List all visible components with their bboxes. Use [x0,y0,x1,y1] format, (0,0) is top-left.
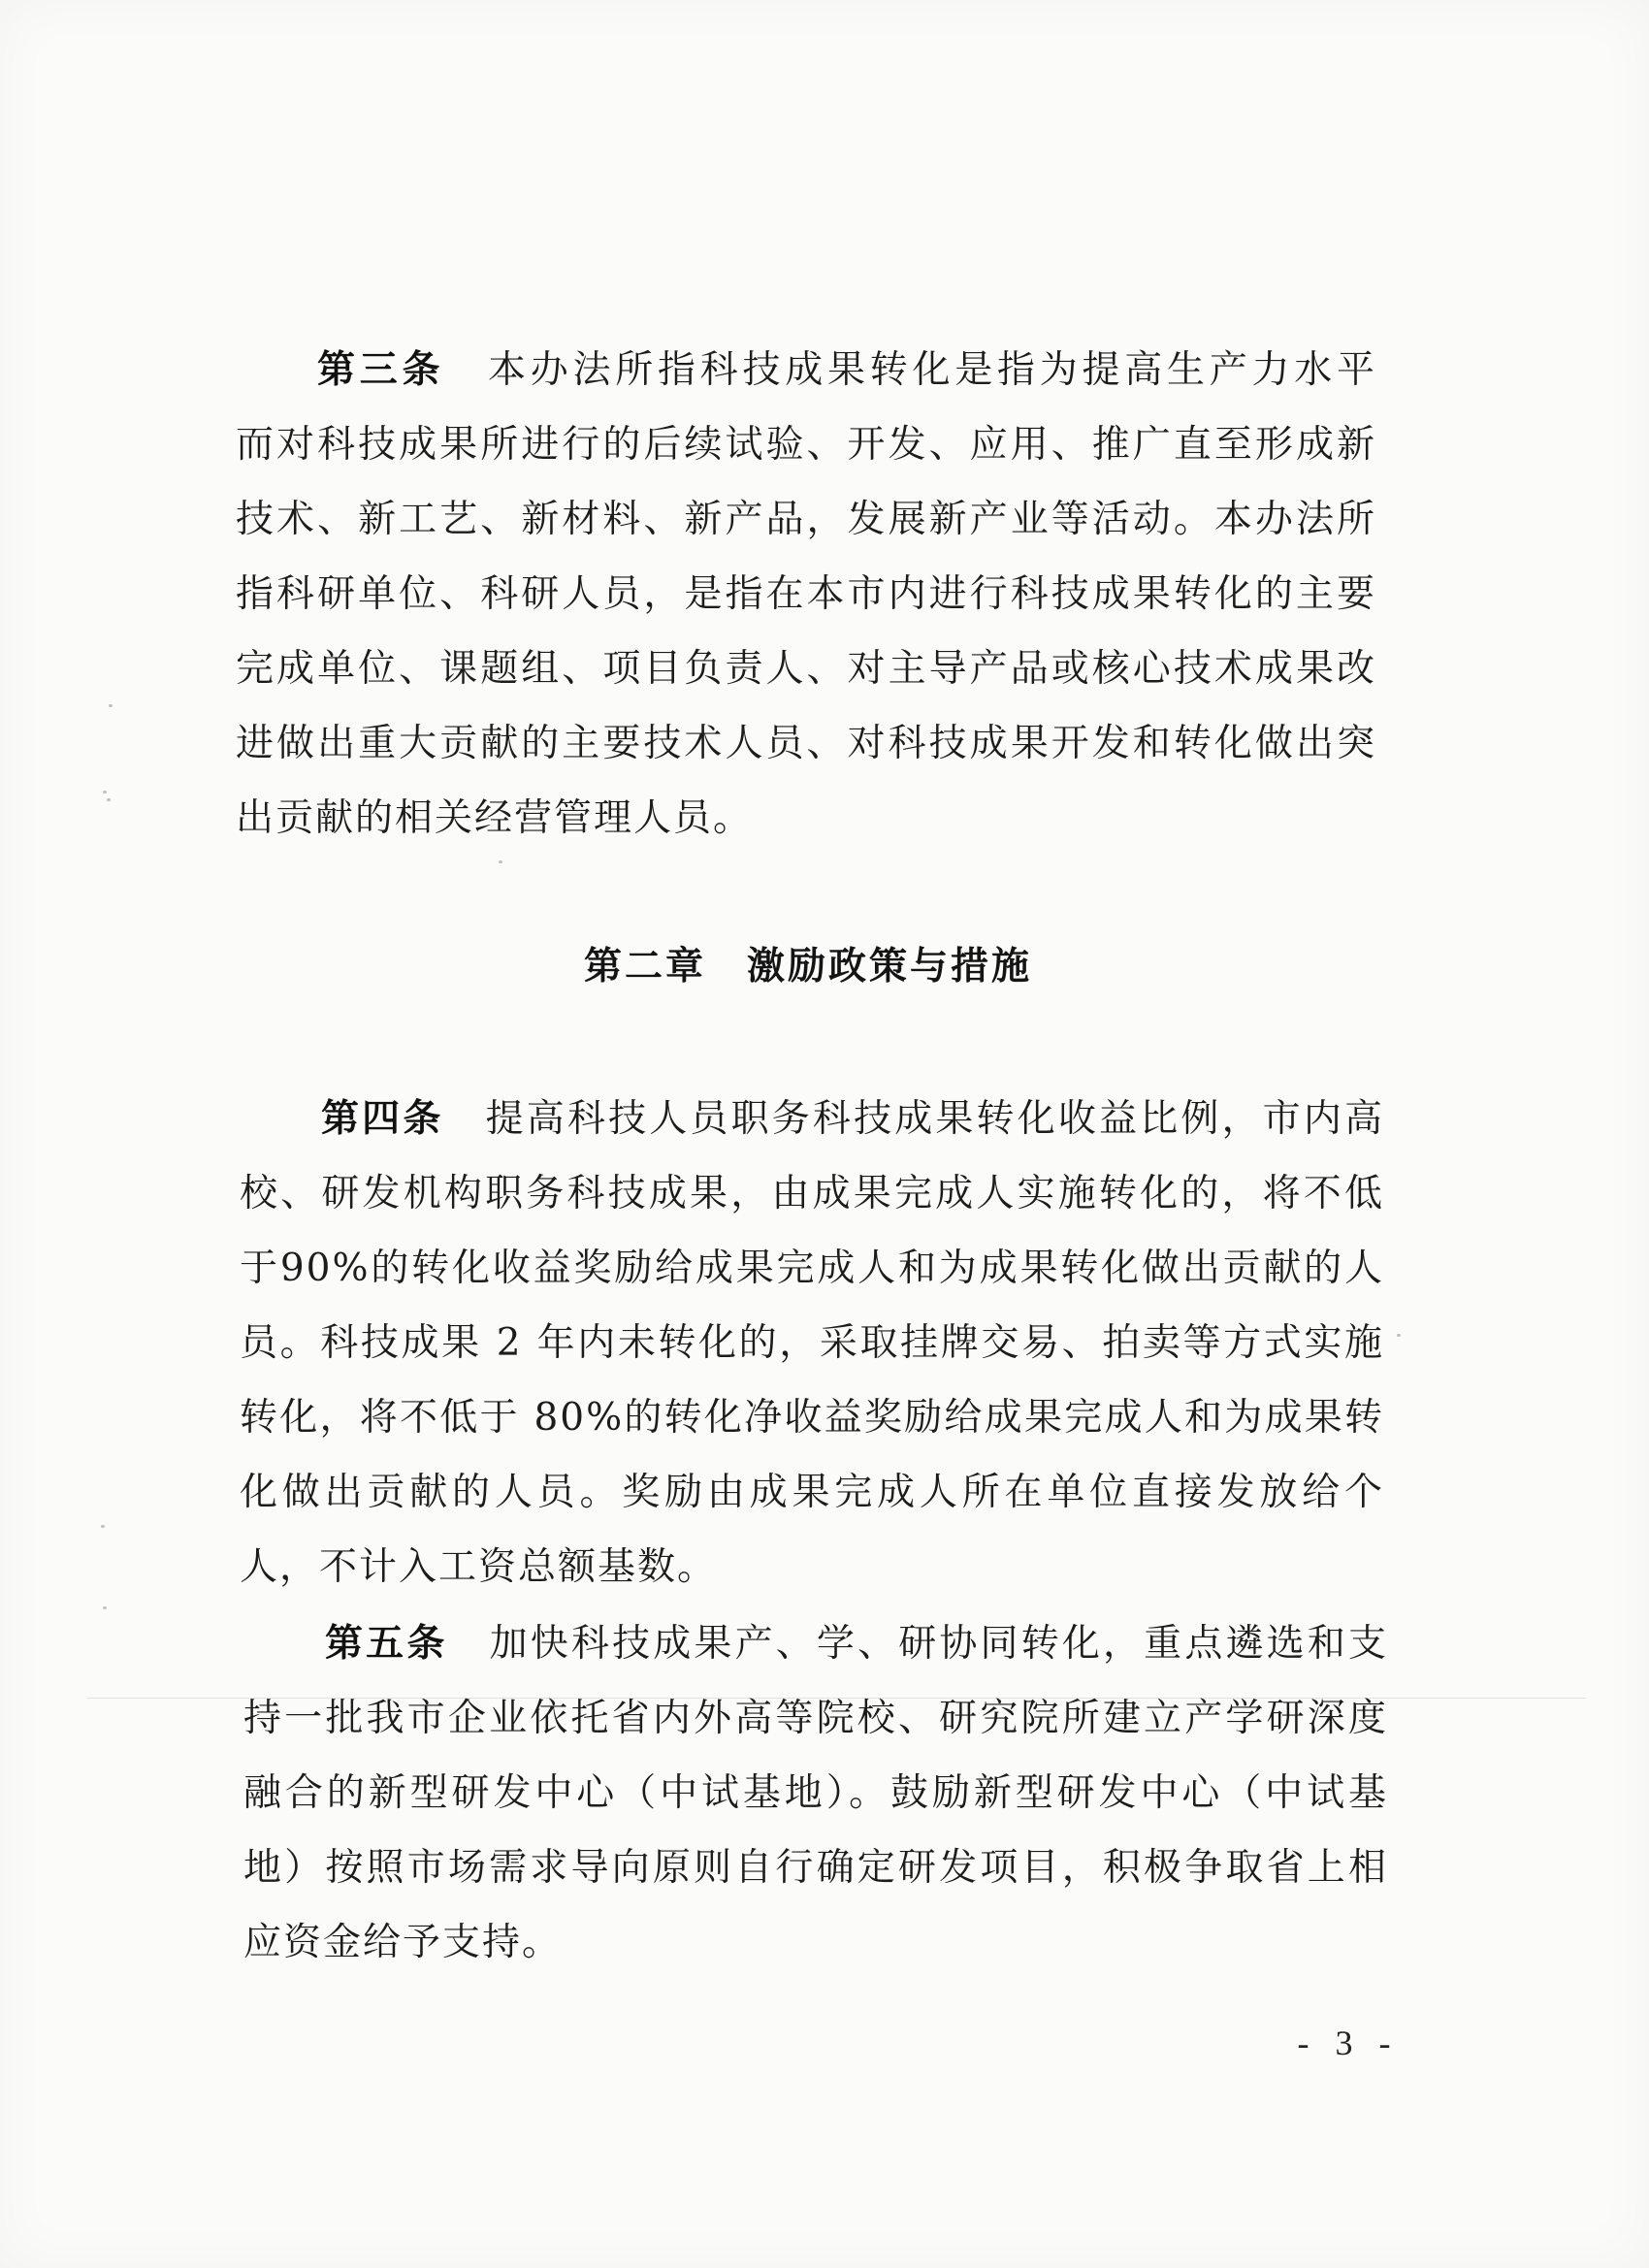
article-line: 持一批我市企业依托省内外高等院校、研究院所建立产学研深度 [243,1697,1388,1740]
scan-line [87,1698,1586,1699]
article-line: 而对科技成果所进行的后续试验、开发、应用、推广直至形成新 [236,423,1376,467]
article-first-line [240,1082,1384,1156]
article-first-line [236,333,1376,407]
article-5 [243,1606,1388,1980]
article-line: 技术、新工艺、新材料、新产品，发展新产业等活动。本办法所 [236,498,1376,541]
article-line: 指科研单位、科研人员，是指在本市内进行科技成果转化的主要 [236,572,1376,616]
scan-speck [107,798,111,801]
chapter-number: 第二章 [583,945,706,988]
scan-speck [101,1525,105,1528]
article-line: 校、研发机构职务科技成果，由成果完成人实施转化的，将不低 [240,1172,1384,1215]
article-line: 于90%的转化收益奖励给成果完成人和为成果转化做出贡献的人 [240,1247,1384,1290]
scan-speck [109,704,113,707]
article-line: 人，不计入工资总额基数。 [240,1545,718,1589]
article-label: 第五条 [325,1622,448,1666]
scan-speck [103,1606,107,1609]
article-line: 进做出重大贡献的主要技术人员、对科技成果开发和转化做出突 [236,722,1376,765]
article-label: 第三条 [317,348,445,392]
article-line: 地）按照市场需求导向原则自行确定研发项目，积极争取省上相 [243,1846,1388,1890]
article-4 [240,1082,1384,1604]
article-text: 提高科技人员职务科技成果转化收益比例，市内高 [484,1097,1384,1141]
chapter-heading [236,929,1380,1004]
article-text: 本办法所指科技成果转化是指为提高生产力水平 [485,348,1376,392]
article-line: 转化，将不低于 80%的转化净收益奖励给成果完成人和为成果转 [240,1396,1384,1440]
article-3 [236,333,1376,856]
article-line: 出贡献的相关经营管理人员。 [236,796,754,840]
chapter-title: 激励政策与措施 [747,945,1033,988]
scan-speck [499,860,502,863]
page-number: - 3 - [1297,2024,1400,2062]
article-line: 化做出贡献的人员。奖励由成果完成人所在单位直接发放给个 [240,1471,1384,1514]
article-text: 加快科技成果产、学、研协同转化，重点遴选和支 [488,1622,1388,1666]
scan-speck [1397,1334,1401,1337]
article-line: 完成单位、课题组、项目负责人、对主导产品或核心技术成果改 [236,647,1376,691]
article-line: 员。科技成果 2 年内未转化的，采取挂牌交易、拍卖等方式实施 [240,1321,1384,1365]
article-label: 第四条 [321,1097,444,1141]
scan-speck [103,791,107,794]
article-line: 融合的新型研发中心（中试基地）。鼓励新型研发中心（中试基 [243,1771,1388,1815]
article-line: 应资金给予支持。 [243,1921,563,1964]
article-first-line [243,1606,1388,1681]
